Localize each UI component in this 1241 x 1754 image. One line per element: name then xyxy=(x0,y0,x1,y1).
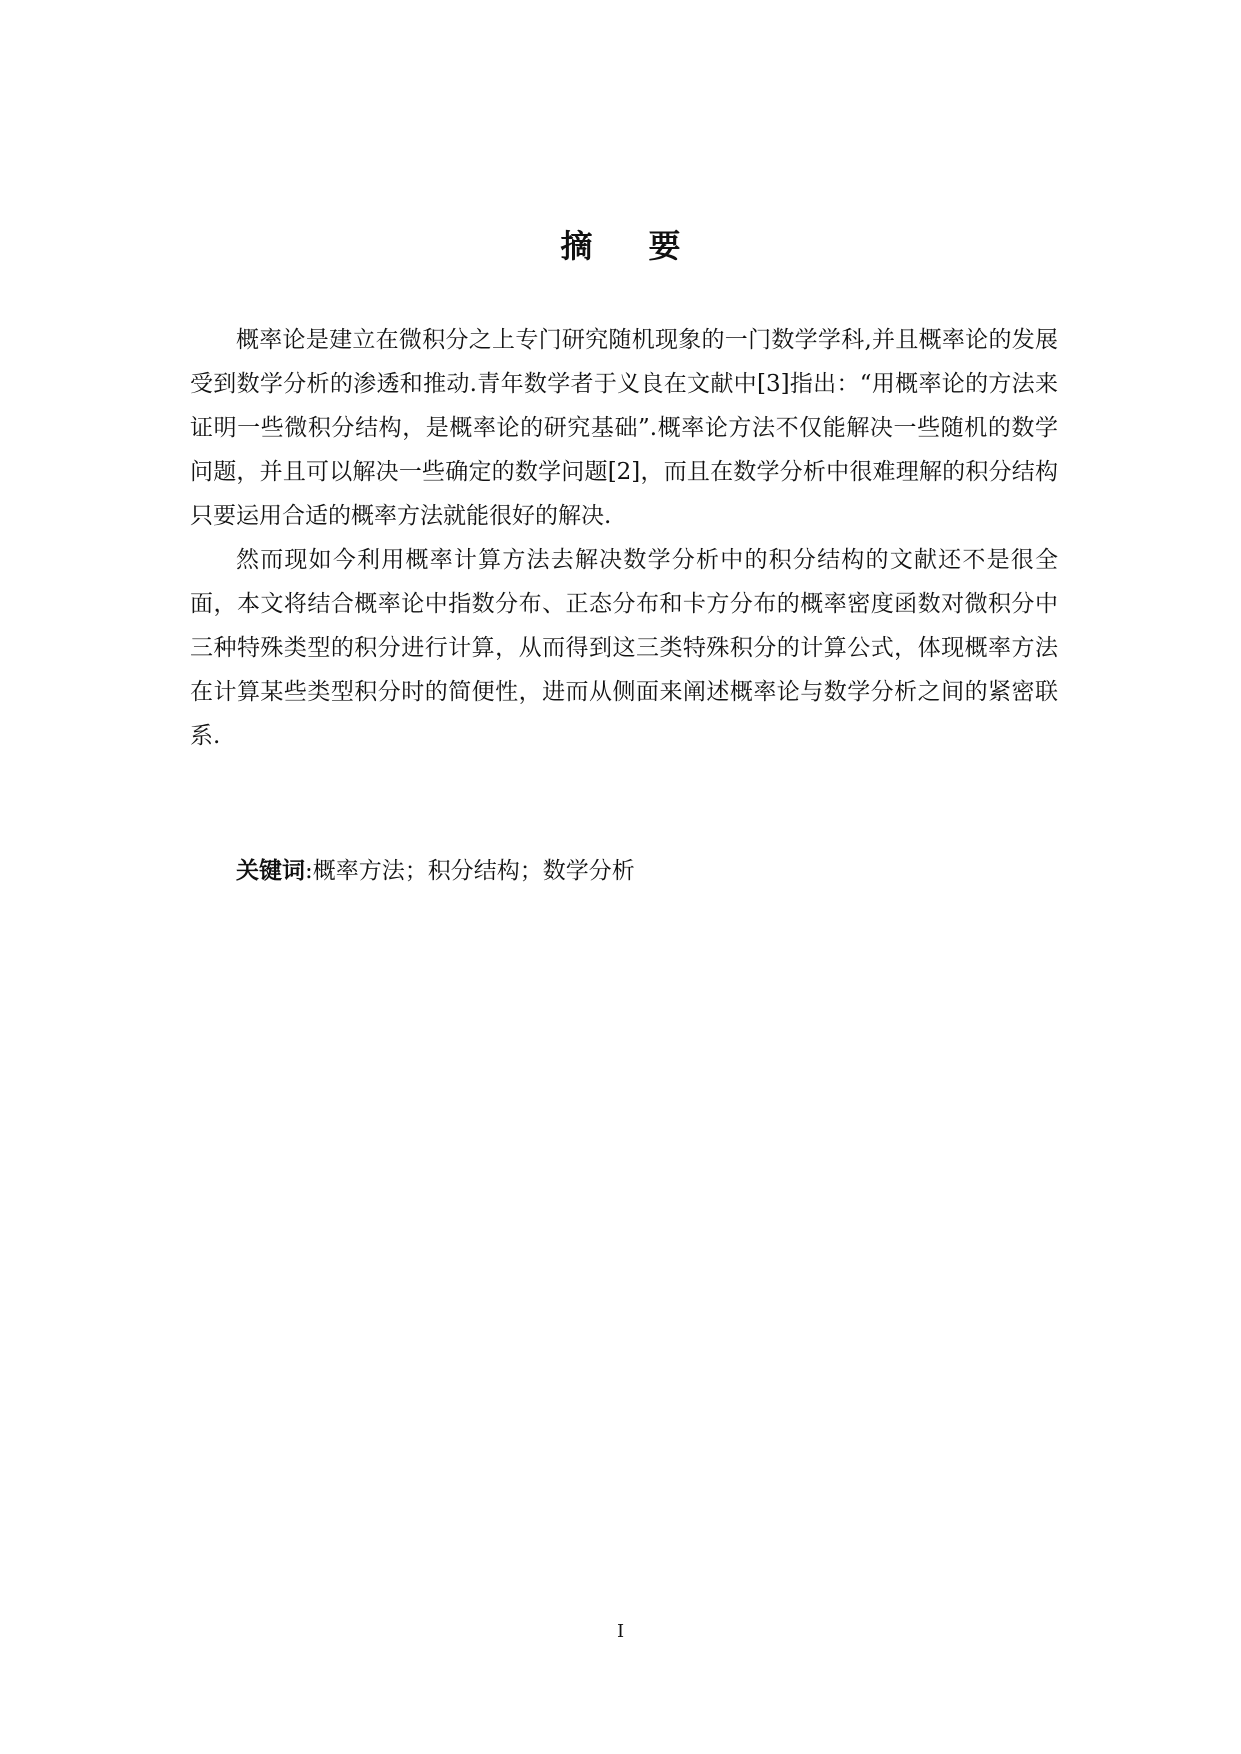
keywords-text: 概率方法；积分结构；数学分析 xyxy=(312,858,635,884)
abstract-body xyxy=(190,318,1058,758)
abstract-title: 摘要 xyxy=(560,227,737,265)
keywords-label: 关键词 xyxy=(236,858,305,884)
abstract-paragraph-2: 然而现如今利用概率计算方法去解决数学分析中的积分结构的文献还不是很全面，本文将结合概率论中指数分布、正态分布和卡方分布的概率密度函数对微积分中三种特殊类型的积分进行计算，从而得到这三类特殊积分的计算公式，体现概率方法在计算某些类型积分时的简便性，进而从侧面来阐述概率论与数学分析之间的紧密联系. xyxy=(190,547,1058,749)
abstract-paragraph-1: 概率论是建立在微积分之上专门研究随机现象的一门数学学科,并且概率论的发展受到数学分析的渗透和推动.青年数学者于义良在文献中[3]指出：“用概率论的方法来证明一些微积分结构，是概率论的研究基础”.概率论方法不仅能解决一些随机的数学问题，并且可以解决一些确定的数学问题[2]，而且在数学分析中很难理解的积分结构只要运用合适的概率方法就能很好的解决. xyxy=(190,327,1058,529)
page-number: I xyxy=(616,1621,625,1642)
keywords-line xyxy=(236,851,635,891)
keywords-separator: : xyxy=(305,858,313,884)
